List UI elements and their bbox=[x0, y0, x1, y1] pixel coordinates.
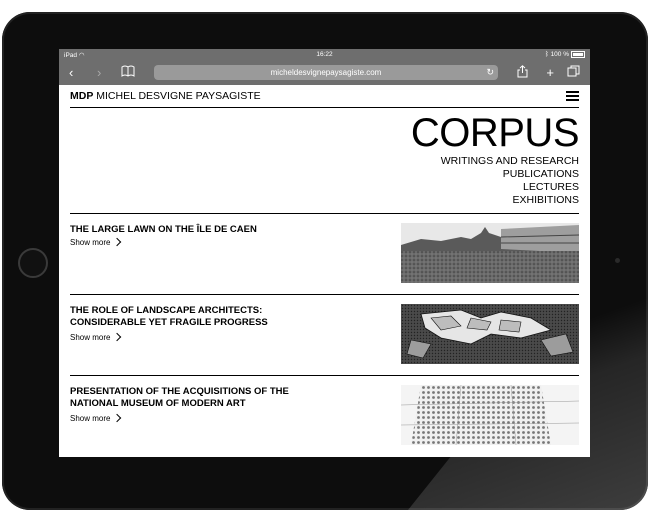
bluetooth-icon: ᛒ bbox=[544, 51, 549, 59]
share-icon[interactable] bbox=[517, 65, 528, 82]
chevron-right-icon bbox=[113, 414, 121, 422]
device-label: iPad ◠ bbox=[64, 52, 85, 59]
submenu-exhibitions[interactable]: EXHIBITIONS bbox=[512, 194, 579, 206]
screen bbox=[59, 49, 590, 457]
add-tab-icon[interactable]: + bbox=[546, 65, 554, 80]
webpage bbox=[59, 85, 590, 456]
submenu-publications[interactable]: PUBLICATIONS bbox=[502, 168, 579, 180]
menu-icon[interactable] bbox=[566, 91, 579, 101]
page-title: CORPUS bbox=[410, 111, 579, 155]
chevron-right-icon bbox=[113, 238, 121, 246]
camera bbox=[615, 258, 620, 263]
home-button[interactable] bbox=[18, 248, 48, 278]
article-thumbnail[interactable] bbox=[401, 304, 579, 364]
url-text: micheldesvignepaysagiste.com bbox=[270, 68, 382, 77]
clock: 16:22 bbox=[316, 51, 333, 58]
show-more-link[interactable]: Show more bbox=[70, 238, 120, 247]
bookmarks-icon[interactable] bbox=[121, 65, 135, 81]
address-bar[interactable] bbox=[154, 65, 498, 80]
show-more-link[interactable]: Show more bbox=[70, 333, 120, 342]
chevron-right-icon bbox=[113, 333, 121, 341]
article-title[interactable]: THE LARGE LAWN ON THE ÎLE DE CAEN bbox=[70, 224, 257, 235]
submenu-lectures[interactable]: LECTURES bbox=[522, 181, 579, 193]
submenu-writings[interactable]: WRITINGS AND RESEARCH bbox=[440, 155, 579, 167]
tabs-icon[interactable] bbox=[567, 65, 580, 81]
article-item bbox=[70, 376, 579, 456]
article-item bbox=[70, 295, 579, 376]
battery-icon bbox=[571, 51, 585, 58]
wifi-icon: ◠ bbox=[78, 52, 85, 59]
back-icon[interactable]: ‹ bbox=[69, 65, 74, 80]
show-more-link[interactable]: Show more bbox=[70, 414, 120, 423]
battery-status: ᛒ 100 % bbox=[545, 51, 585, 58]
article-title[interactable]: PRESENTATION OF THE ACQUISITIONS OF THE NATIONAL MUSEUM OF MODERN ART bbox=[70, 386, 289, 409]
status-bar bbox=[59, 49, 590, 61]
reload-icon[interactable]: ↻ bbox=[486, 67, 494, 77]
forward-icon[interactable]: › bbox=[97, 65, 102, 80]
site-header bbox=[70, 85, 579, 108]
section-submenu bbox=[70, 155, 579, 207]
site-logo[interactable]: MDP MICHEL DESVIGNE PAYSAGISTE bbox=[70, 90, 261, 102]
article-item bbox=[70, 214, 579, 295]
article-thumbnail[interactable] bbox=[401, 385, 579, 445]
browser-toolbar bbox=[59, 61, 590, 85]
article-title[interactable]: THE ROLE OF LANDSCAPE ARCHITECTS: CONSIDERABLE YET FRAGILE PROGRESS bbox=[70, 305, 268, 328]
article-thumbnail[interactable] bbox=[401, 223, 579, 283]
